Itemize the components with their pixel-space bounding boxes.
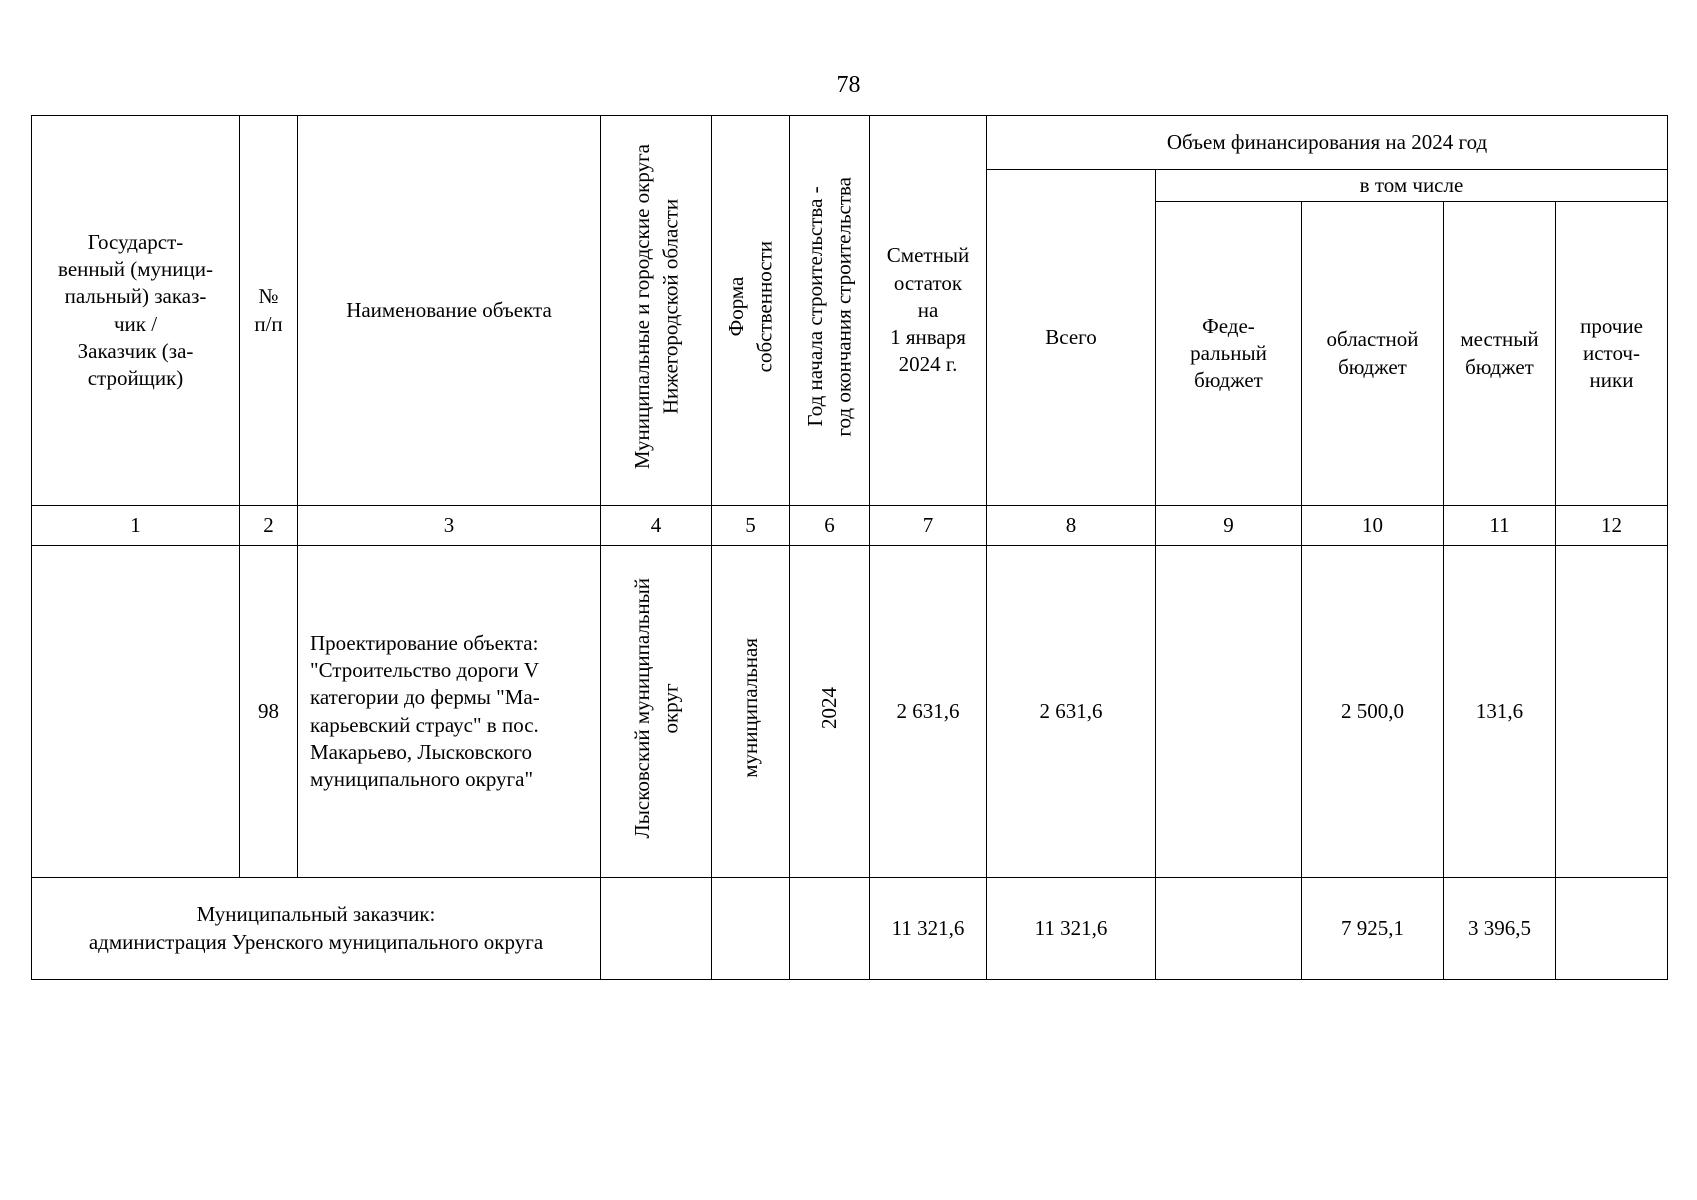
column-number: 5 [712,506,790,546]
summary-federal [1156,878,1302,980]
column-number: 8 [987,506,1156,546]
summary-estimate: 11 321,6 [870,878,987,980]
row-year: 2024 [817,686,842,729]
header-years-cell [790,116,870,506]
column-number: 10 [1302,506,1444,546]
header-financing-title: Объем финансирования на 2024 год [987,116,1668,170]
column-number: 12 [1556,506,1668,546]
table-row [32,546,1668,878]
row-total: 2 631,6 [987,546,1156,878]
header-estimate: Сметный остаток на 1 января 2024 г. [870,116,987,506]
capital-construction-table [31,115,1668,980]
header-local: местный бюджет [1444,202,1556,506]
row-year-cell [790,546,870,878]
summary-empty-cell [601,878,712,980]
header-customer: Государст- венный (муници- пальный) заказ- чик / Заказчик (за- стройщик) [32,116,240,506]
summary-empty-cell [790,878,870,980]
header-row-1 [32,116,1668,170]
column-number-row [32,506,1668,546]
column-number: 3 [298,506,601,546]
row-ownership-cell [712,546,790,878]
page-number: 78 [836,72,861,98]
header-district-cell [601,116,712,506]
summary-local: 3 396,5 [1444,878,1556,980]
row-ownership: муниципальная [738,637,763,778]
column-number: 11 [1444,506,1556,546]
row-district-cell [601,546,712,878]
header-total: Всего [987,170,1156,506]
header-years: Год начала строительства - год окончания строительства [803,177,856,437]
header-federal: Феде- ральный бюджет [1156,202,1302,506]
row-number: 98 [240,546,298,878]
row-regional: 2 500,0 [1302,546,1444,878]
header-ownership-cell [712,116,790,506]
summary-empty-cell [712,878,790,980]
summary-regional: 7 925,1 [1302,878,1444,980]
header-regional: областной бюджет [1302,202,1444,506]
row-estimate: 2 631,6 [870,546,987,878]
column-number: 1 [32,506,240,546]
column-number: 6 [790,506,870,546]
row-local: 131,6 [1444,546,1556,878]
summary-label: Муниципальный заказчик: администрация Уренского муниципального округа [32,878,601,980]
row-other [1556,546,1668,878]
summary-total: 11 321,6 [987,878,1156,980]
header-including: в том числе [1156,170,1668,202]
column-number: 2 [240,506,298,546]
header-other: прочие источ- ники [1556,202,1668,506]
header-object-name: Наименование объекта [298,116,601,506]
summary-row [32,878,1668,980]
column-number: 9 [1156,506,1302,546]
row-district: Лысковский муниципальный округ [629,577,682,839]
header-number: № п/п [240,116,298,506]
column-number: 4 [601,506,712,546]
row-federal [1156,546,1302,878]
header-ownership: Форма собственности [724,241,777,373]
column-number: 7 [870,506,987,546]
row-object-name: Проектирование объекта: "Строительство дороги V категории до фермы "Ма- карьевский страус" в пос. Макарьево, Лысковского муниципального округа" [298,546,601,878]
header-district: Муниципальные и городские округа Нижегородской области [629,144,682,470]
summary-other [1556,878,1668,980]
row-customer [32,546,240,878]
